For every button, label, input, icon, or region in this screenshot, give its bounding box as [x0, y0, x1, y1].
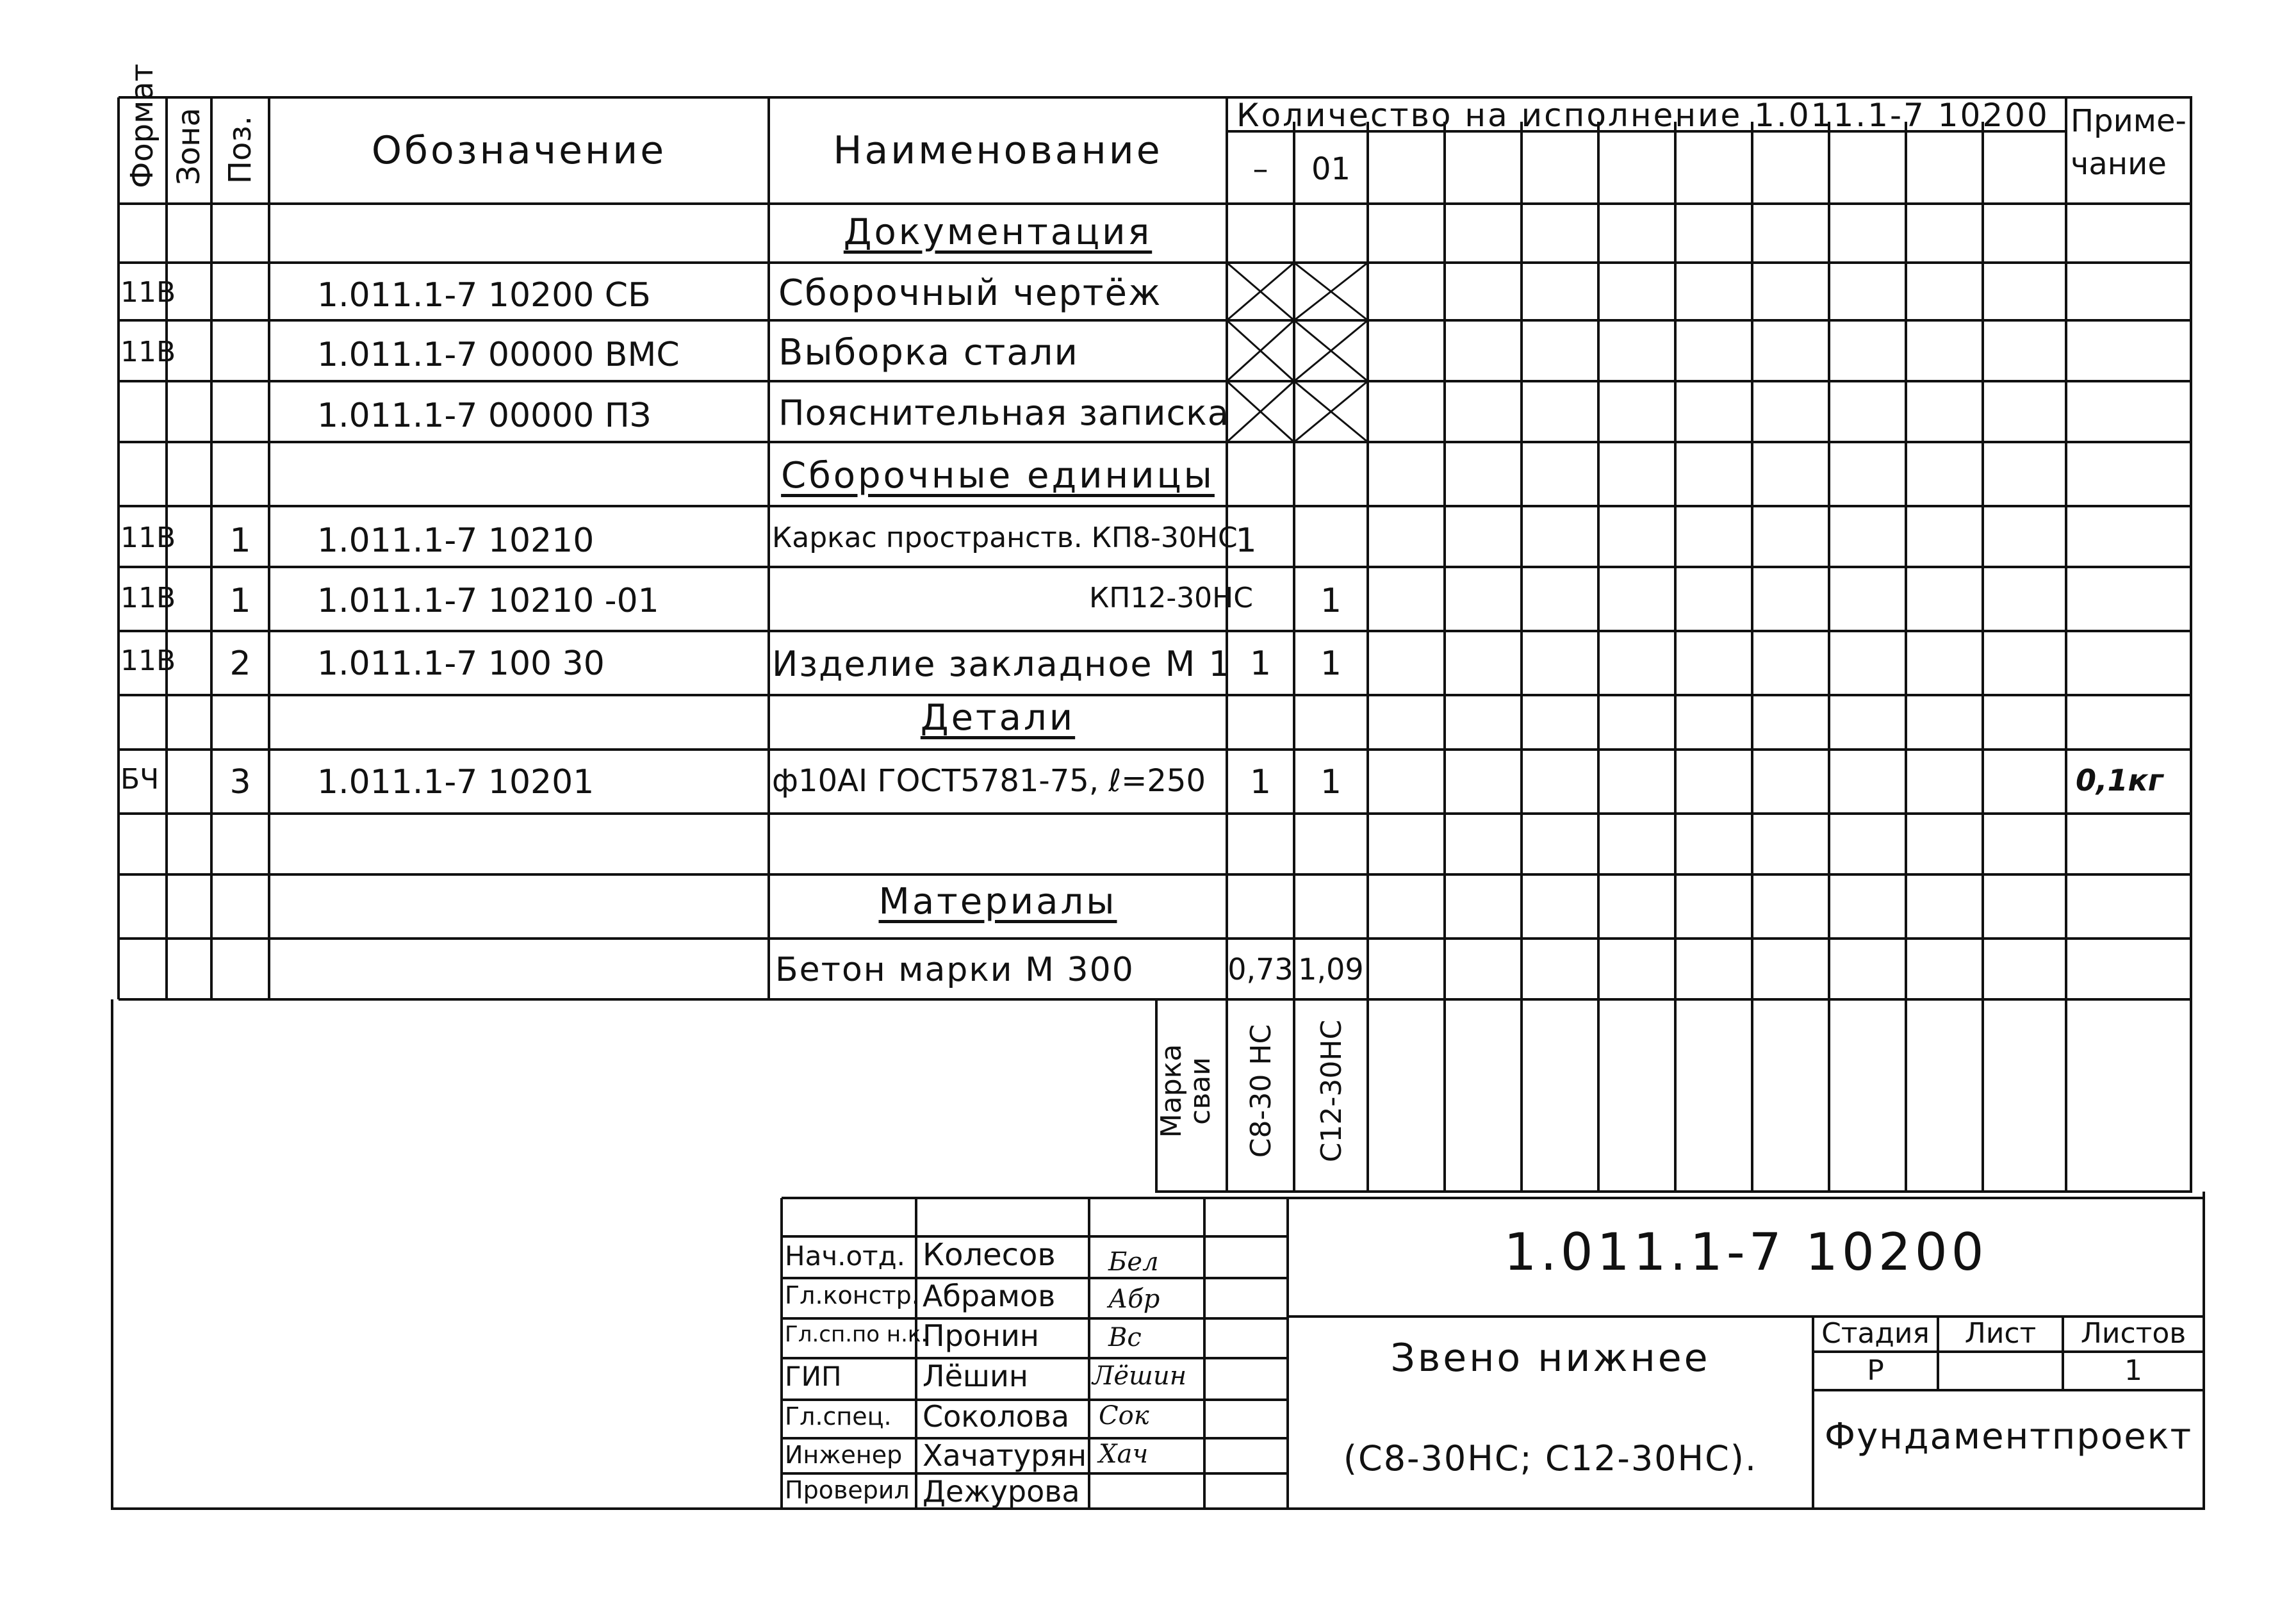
tb-name-5: Соколова — [923, 1399, 1070, 1434]
row-4-name: Каркас пространств. КП8-30НС — [772, 521, 1238, 554]
row-5-pos: 1 — [229, 582, 251, 620]
row-7-pos: 3 — [229, 763, 251, 801]
row-4-format: 11В — [120, 521, 176, 554]
tb-role-4: ГИП — [785, 1361, 842, 1392]
row-4-qty-1: 1 — [1235, 521, 1257, 560]
tb-name-3: Пронин — [923, 1318, 1039, 1353]
header-designation: Обозначение — [371, 128, 667, 173]
row-7-designation: 1.011.1-7 10201 — [317, 763, 595, 801]
signature-4: Лёшин — [1092, 1361, 1187, 1391]
row-5-qty-2: 1 — [1320, 582, 1342, 620]
row-6-name: Изделие закладное М 1 — [772, 644, 1232, 684]
row-3-name: Пояснительная записка — [778, 393, 1229, 433]
header-format: Формат — [124, 63, 160, 188]
tb-role-2: Гл.констр. — [785, 1281, 919, 1309]
row-2-format: 11В — [120, 336, 176, 368]
row-4-pos: 1 — [229, 521, 251, 560]
row-1-format: 11В — [120, 276, 176, 309]
row-5-designation: 1.011.1-7 10210 -01 — [317, 582, 659, 620]
section-assembly-units: Сборочные единицы — [781, 455, 1215, 496]
row-7-qty-2: 1 — [1320, 763, 1342, 801]
tb-item-title-line1: Звено нижнее — [1390, 1336, 1711, 1381]
header-name: Наименование — [833, 128, 1163, 173]
pile-mark-label-line2: сваи — [1184, 1057, 1217, 1125]
pile-mark-2: С12-30НС — [1315, 1019, 1348, 1163]
tb-role-5: Гл.спец. — [785, 1402, 892, 1431]
row-1-name: Сборочный чертёж — [778, 272, 1162, 314]
row-8-qty-2: 1,09 — [1298, 952, 1364, 987]
tb-organization: Фундаментпроект — [1824, 1416, 2193, 1457]
header-quantity: Количество на исполнение 1.011.1-7 10200 — [1236, 97, 2049, 134]
pile-mark-label-line1: Марка — [1155, 1044, 1188, 1138]
section-documentation: Документация — [843, 211, 1153, 253]
row-8-qty-1: 0,73 — [1227, 952, 1293, 987]
header-variant-1: – — [1252, 151, 1268, 187]
tb-stage-value: Р — [1867, 1354, 1884, 1387]
tb-doc-code: 1.011.1-7 10200 — [1504, 1222, 1988, 1282]
row-6-pos: 2 — [229, 644, 251, 683]
tb-role-3: Гл.сп.по н.к. — [785, 1322, 928, 1347]
row-7-name: ф10АI ГОСТ5781-75, ℓ=250 — [772, 763, 1206, 799]
header-pos: Поз. — [222, 115, 258, 185]
header-note-line1: Приме- — [2071, 103, 2187, 139]
tb-item-title-line2: (С8-30НС; С12-30НС). — [1343, 1438, 1758, 1479]
row-6-qty-2: 1 — [1320, 644, 1342, 683]
row-2-designation: 1.011.1-7 00000 ВМС — [317, 336, 680, 374]
tb-name-1: Колесов — [923, 1237, 1056, 1273]
row-8-name: Бетон марки М 300 — [775, 951, 1135, 989]
tb-name-6: Хачатурян — [923, 1438, 1087, 1473]
signature-1: Бел — [1108, 1247, 1159, 1277]
row-6-qty-1: 1 — [1249, 644, 1272, 683]
tb-name-4: Лёшин — [923, 1359, 1028, 1393]
row-7-qty-1: 1 — [1249, 763, 1272, 801]
signature-3: Вс — [1108, 1323, 1142, 1352]
header-note-line2: чание — [2071, 146, 2167, 182]
header-zone: Зона — [171, 108, 207, 185]
row-7-format: БЧ — [120, 763, 160, 796]
section-materials: Материалы — [878, 881, 1117, 923]
row-6-designation: 1.011.1-7 100 30 — [317, 644, 605, 683]
row-6-format: 11В — [120, 644, 176, 677]
row-1-designation: 1.011.1-7 10200 СБ — [317, 276, 651, 315]
section-details: Детали — [920, 697, 1076, 739]
tb-name-7: Дежурова — [923, 1474, 1080, 1509]
header-variant-2: 01 — [1311, 151, 1351, 187]
tb-name-2: Абрамов — [923, 1279, 1056, 1313]
row-7-note: 0,1кг — [2076, 763, 2163, 798]
row-4-designation: 1.011.1-7 10210 — [317, 521, 595, 560]
tb-role-6: Инженер — [785, 1441, 903, 1469]
tb-sheet-label: Лист — [1964, 1317, 2037, 1350]
signature-2: Абр — [1108, 1284, 1160, 1314]
row-3-designation: 1.011.1-7 00000 ПЗ — [317, 397, 652, 435]
tb-stage-label: Стадия — [1821, 1317, 1930, 1350]
row-5-format: 11В — [120, 582, 176, 614]
signature-6: Хач — [1099, 1439, 1149, 1469]
tb-role-7: Проверил — [785, 1476, 910, 1504]
row-5-name: КП12-30НС — [1089, 582, 1253, 614]
tb-sheets-label: Листов — [2080, 1317, 2187, 1350]
pile-mark-1: С8-30 НС — [1245, 1024, 1277, 1158]
tb-sheets-value: 1 — [2124, 1354, 2142, 1387]
signature-5: Сок — [1099, 1401, 1149, 1431]
tb-role-1: Нач.отд. — [785, 1240, 906, 1272]
row-2-name: Выборка стали — [778, 332, 1079, 373]
